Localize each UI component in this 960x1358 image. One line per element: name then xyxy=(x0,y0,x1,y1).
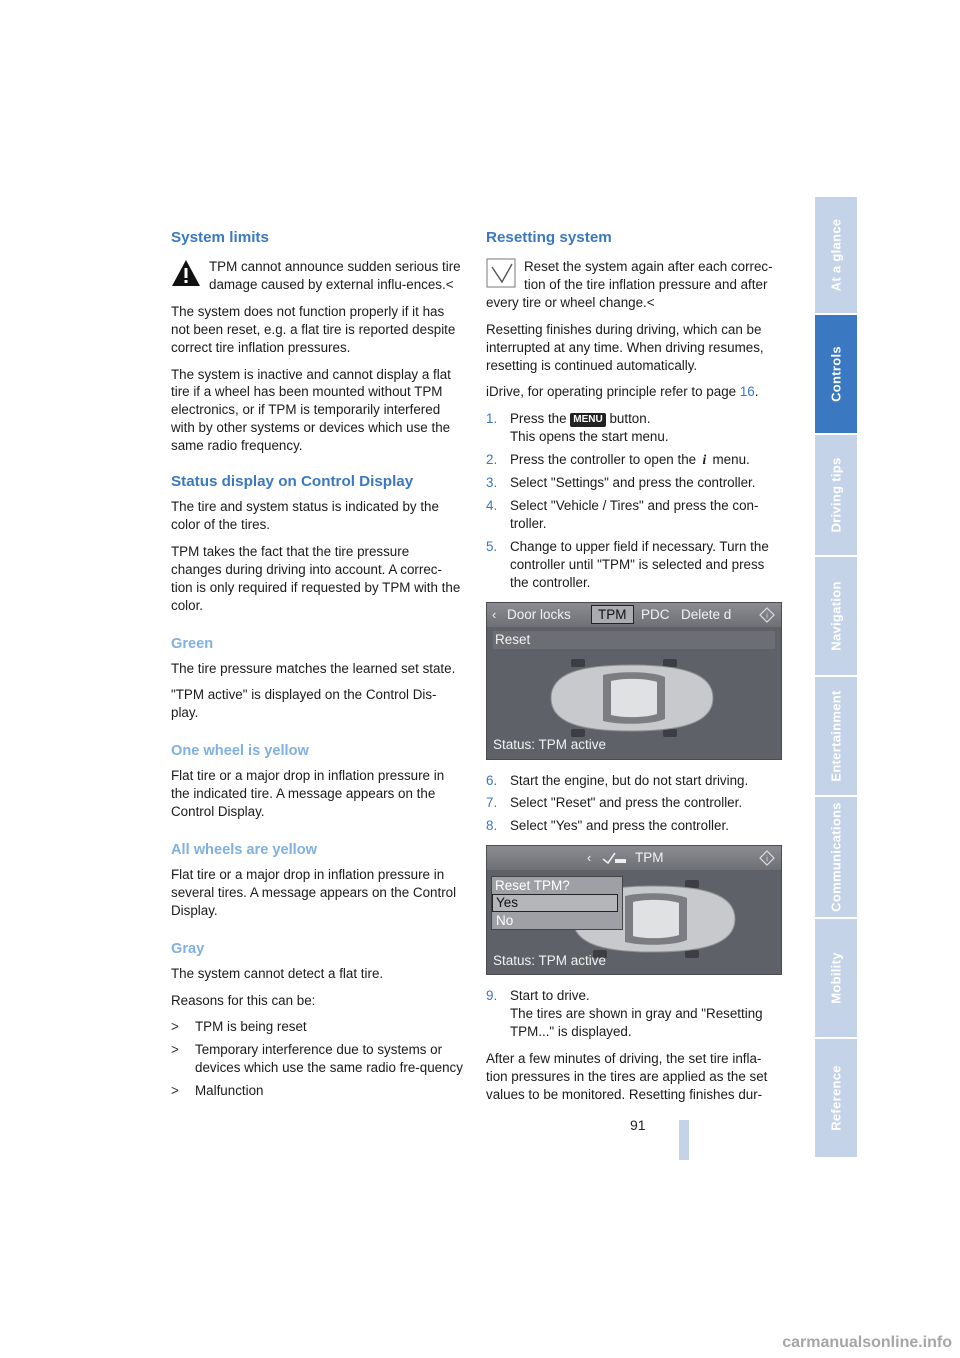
menu-key-icon: MENU xyxy=(570,413,605,427)
screen-title-bar xyxy=(487,846,781,870)
chevron-left-icon: ‹ xyxy=(492,606,497,622)
paragraph: The tire pressure matches the learned set state. xyxy=(171,660,456,676)
screen-reset-label: Reset xyxy=(495,631,531,647)
options-diamond-icon xyxy=(759,850,775,866)
screen-tab-pdc: PDC xyxy=(641,606,670,622)
warning-triangle-icon xyxy=(171,258,201,288)
car-top-view-icon xyxy=(541,657,721,739)
paragraph: Flat tire or a major drop in inflation pressure in the indicated tire. A message appears on the Control Display. xyxy=(171,768,445,820)
list-item: 6. Start the engine, but do not start driving. xyxy=(486,772,749,788)
reasons-list xyxy=(171,1018,463,1100)
screen-status: Status: TPM active xyxy=(493,736,607,752)
screen-tab-delete: Delete d xyxy=(681,606,732,622)
footer-watermark: carmanualsonline.info xyxy=(782,1334,952,1351)
svg-text:i: i xyxy=(766,854,768,864)
section-title-resetting-system: Resetting system xyxy=(486,229,612,246)
tire-pressure-icon xyxy=(601,851,627,865)
subsection-title-gray: Gray xyxy=(171,940,205,957)
page-link[interactable]: 16 xyxy=(739,384,755,400)
options-diamond-icon xyxy=(759,607,775,623)
paragraph: The system does not function properly if it has not been reset, e.g. a flat tire is reported despite correct tire inflation pressures. xyxy=(171,303,456,355)
steps-list xyxy=(486,987,778,1041)
paragraph: TPM takes the fact that the tire pressure changes during driving into account. A correc-tion is only required if requested by TPM with the color. xyxy=(171,543,461,613)
list-item: 4. Select "Vehicle / Tires" and press the con-troller. xyxy=(486,497,759,531)
list-item: 8. Select "Yes" and press the controller. xyxy=(486,818,729,834)
tab-reference[interactable]: Reference xyxy=(815,1039,857,1157)
info-note xyxy=(486,258,778,312)
paragraph: iDrive, for operating principle refer to page 16. xyxy=(486,384,759,400)
note-check-icon xyxy=(486,258,516,288)
screen-status: Status: TPM active xyxy=(493,953,607,969)
tab-communications[interactable]: Communications xyxy=(815,797,857,917)
paragraph: Flat tire or a major drop in inflation pressure in several tires. A message appears on the Control Display. xyxy=(171,866,457,918)
steps-list xyxy=(486,772,778,836)
list-item: > Malfunction xyxy=(171,1083,264,1099)
page-number: 91 xyxy=(630,1117,646,1133)
chevron-left-icon: ‹ xyxy=(587,850,592,866)
left-column xyxy=(171,228,463,1105)
paragraph: Resetting finishes during driving, which can be interrupted at any time. When driving resumes, resetting is continued automatically. xyxy=(486,321,764,373)
popup-option-yes: Yes xyxy=(496,895,519,911)
paragraph: After a few minutes of driving, the set tire infla-tion pressures in the tires are applied as the set values to be monitored. Resetting finishes dur- xyxy=(486,1050,768,1102)
paragraph: The system cannot detect a flat tire. xyxy=(171,965,384,981)
steps-list xyxy=(486,410,778,591)
right-column xyxy=(486,228,778,1113)
tab-at-a-glance[interactable]: At a glance xyxy=(815,197,857,313)
tab-navigation[interactable]: Navigation xyxy=(815,557,857,675)
subsection-title-one-yellow: One wheel is yellow xyxy=(171,743,309,760)
list-item: 2. Press the controller to open the i menu. xyxy=(486,452,750,468)
warning-note xyxy=(171,258,463,294)
screen-title: TPM xyxy=(635,850,664,866)
tpm-screen-settings xyxy=(486,602,782,760)
tab-controls[interactable]: Controls xyxy=(815,315,857,433)
list-item: 1. Press the MENU button. This opens the start menu. xyxy=(486,411,669,445)
tpm-screen-reset xyxy=(486,845,782,975)
note-text: Reset the system again after each correc-tion of the tire inflation pressure and after every tire or wheel change. xyxy=(486,259,773,310)
warning-text: TPM cannot announce sudden serious tire damage caused by external influ-ences. xyxy=(209,259,461,292)
subsection-title-green: Green xyxy=(171,635,214,652)
end-mark: < xyxy=(445,276,454,292)
tab-entertainment[interactable]: Entertainment xyxy=(815,677,857,795)
paragraph: The system is inactive and cannot display a flat tire if a wheel has been mounted without TPM electronics, or if TPM is temporarily interfered with by other systems or devices which use the same radio frequency. xyxy=(171,366,451,454)
list-item: > TPM is being reset xyxy=(171,1019,307,1035)
section-title-status-display: Status display on Control Display xyxy=(171,473,414,491)
list-item: > Temporary interference due to systems or devices which use the same radio fre-quency xyxy=(171,1042,463,1076)
screen-tab-door-locks: Door locks xyxy=(507,606,571,622)
list-item: 7. Select "Reset" and press the controller. xyxy=(486,795,743,811)
subsection-title-all-yellow: All wheels are yellow xyxy=(171,841,318,858)
section-title-system-limits: System limits xyxy=(171,229,269,246)
paragraph: "TPM active" is displayed on the Control Dis-play. xyxy=(171,687,437,721)
paragraph: The tire and system status is indicated by the color of the tires. xyxy=(171,499,439,532)
list-item: 9. Start to drive. The tires are shown in gray and "Resetting TPM..." is displayed. xyxy=(486,988,763,1040)
list-item: 3. Select "Settings" and press the controller. xyxy=(486,475,756,491)
page-marker xyxy=(679,1120,689,1160)
screen-row-reset xyxy=(493,631,775,649)
tab-driving-tips[interactable]: Driving tips xyxy=(815,435,857,555)
tab-mobility[interactable]: Mobility xyxy=(815,919,857,1037)
popup-option-no: No xyxy=(496,913,514,929)
screen-tab-tpm: TPM xyxy=(591,605,634,625)
paragraph: Reasons for this can be: xyxy=(171,992,316,1008)
svg-text:i: i xyxy=(766,611,768,620)
end-mark: < xyxy=(646,294,655,310)
chapter-sidebar xyxy=(815,197,857,1159)
list-item: 5. Change to upper field if necessary. Turn the controller until "TPM" is selected and press the controller. xyxy=(486,538,769,590)
popup-title: Reset TPM? xyxy=(495,878,570,894)
info-menu-icon: i xyxy=(702,452,707,468)
